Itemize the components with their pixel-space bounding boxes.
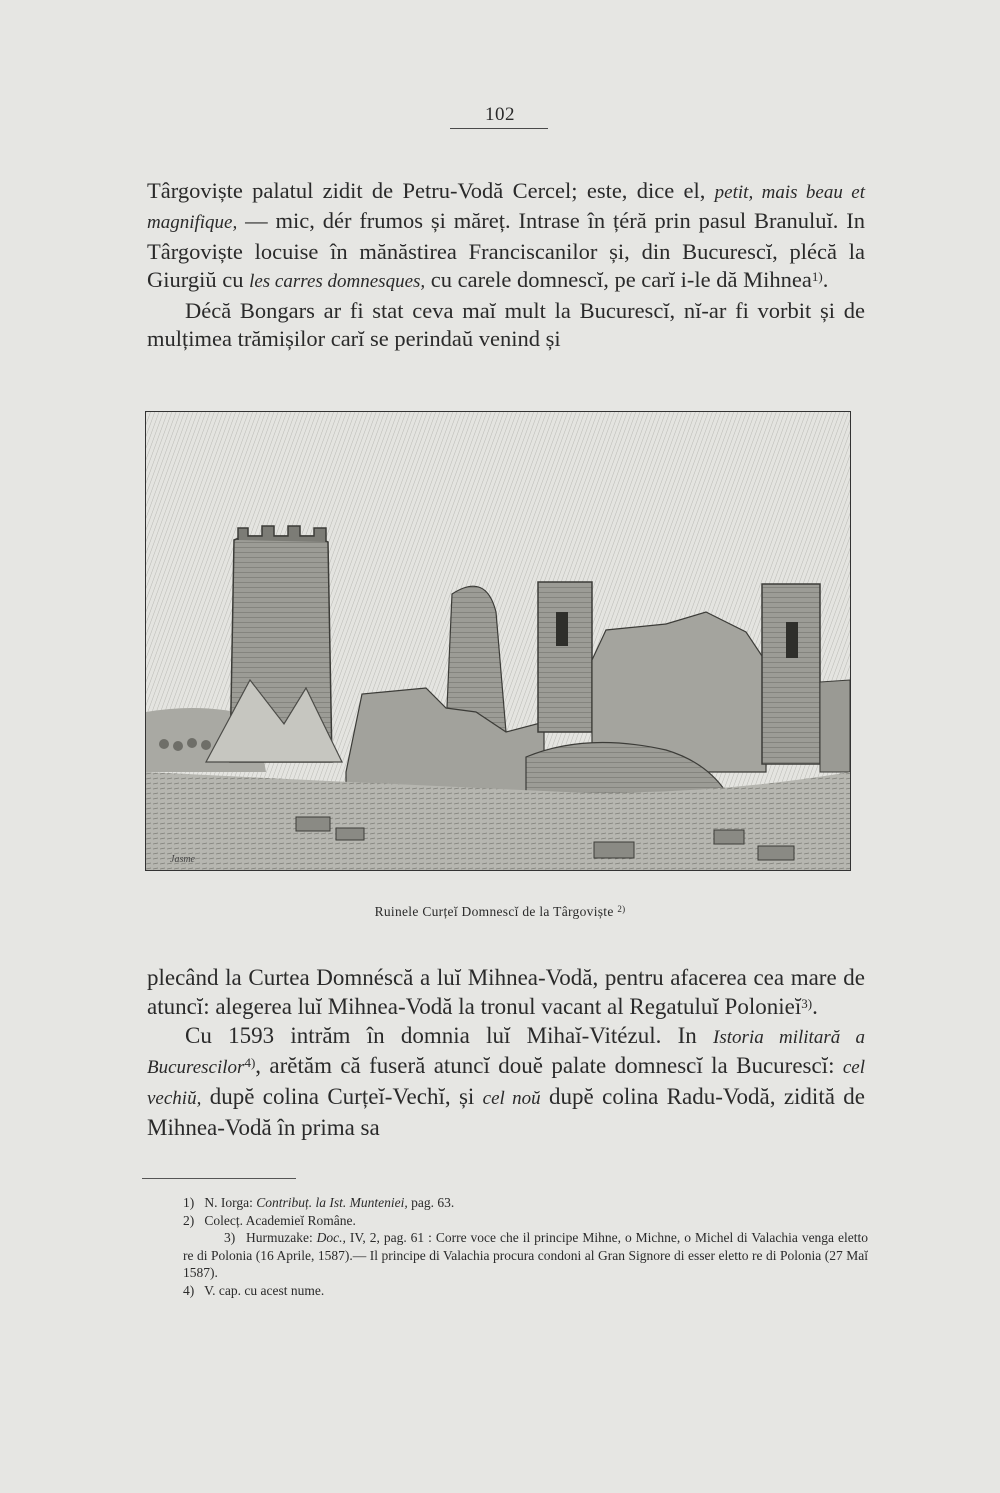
right-wall: [820, 680, 850, 772]
paragraph-4: [147, 1023, 865, 1140]
page-number-rule: [450, 128, 548, 129]
footnote-ref: 4): [244, 1055, 256, 1071]
text-run: .: [812, 993, 818, 1019]
footnotes: [183, 1194, 868, 1300]
footnote-ref: 1): [811, 269, 823, 285]
text-run: V. cap. cu acest nume.: [204, 1282, 325, 1298]
page-number: 102: [485, 104, 515, 125]
paragraph-2: [147, 298, 865, 351]
gate-tower-window: [556, 612, 568, 646]
paragraph-3: [147, 965, 865, 1019]
footnote-1: [183, 1194, 868, 1212]
text-run: — mic, dér frumos și măreț. Intrase în țéră prin pasul Branuluĭ. In Târgoviște locuise în mănăstirea Franciscanilor și, din Bucurescĭ, plécă la Giurgiŭ cu: [147, 208, 865, 293]
footnote-number: 4): [183, 1282, 195, 1298]
text-run: IV, 2, pag. 61 : Corre voce che il principe Mihne, o Michne, o Michel di Valachia venga eletto re di Polonia (16 Aprile, 1587).— Il principe di Valachia procura condoni al Gran Signore di esser eletto re di Polonia (27 Maĭ 1587).: [183, 1230, 869, 1281]
text-run: Décă Bongars ar fi stat ceva maĭ mult la Bucurescĭ, nĭ-ar fi vorbit și de mulțimea trămișilor carĭ se perindaŭ venind și: [147, 297, 865, 352]
italic-run: Contribuț. la Ist. Munteniei,: [256, 1195, 408, 1210]
illustration-signature: Jasme: [170, 854, 195, 865]
text-run: Cu 1593 intrăm în domnia luĭ Mihaĭ-Vitézul. In: [185, 1022, 714, 1048]
gate-tower: [538, 582, 592, 732]
text-run: Hurmuzake:: [245, 1230, 317, 1246]
ruins-illustration: [146, 412, 850, 870]
footnote-number: 3): [224, 1230, 236, 1246]
italic-run: Doc.,: [316, 1230, 346, 1246]
footnote-4: [183, 1282, 868, 1300]
figure-frame: [145, 411, 851, 871]
text-run: Târgoviște palatul zidit de Petru-Vodă Cercel; este, dice el,: [147, 178, 715, 203]
figure-caption: [0, 904, 1000, 920]
caption-text: Ruinele Curțeĭ Domnescĭ de la Târgoviște: [374, 904, 614, 919]
footnote-2: [183, 1212, 868, 1230]
text-run: dupĕ colina Radu-Vodă, zidită de Mihnea-Vodă în prima sa: [147, 1084, 865, 1140]
text-run: Colecț. Academieĭ Române.: [204, 1212, 356, 1228]
footnote-ref: 3): [801, 995, 813, 1011]
paragraph-1: [147, 178, 865, 292]
italic-run: Istoria militară a Bucurescilor: [147, 1026, 865, 1079]
right-tower: [762, 584, 820, 764]
text-run: N. Iorga:: [204, 1195, 257, 1210]
italic-run: cel vechiŭ,: [147, 1057, 865, 1110]
footnote-rule: [142, 1178, 296, 1179]
right-tower-window: [786, 622, 798, 658]
footnote-3: [142, 1229, 868, 1282]
text-run: pag. 63.: [407, 1195, 455, 1210]
footnote-number: 2): [183, 1212, 195, 1228]
body-text-top: [147, 177, 865, 353]
italic-run: petit, mais beau et magnifique,: [147, 182, 865, 234]
body-text-bottom: [147, 964, 865, 1143]
footnote-number: 1): [183, 1195, 195, 1210]
text-run: dupĕ colina Curțeĭ-Vechĭ, și: [201, 1084, 483, 1110]
italic-run: les carres domnesques,: [249, 271, 426, 293]
text-run: .: [822, 267, 829, 293]
text-run: plecând la Curtea Domnéscă a luĭ Mihnea-Vodă, pentru afacerea cea mare de atuncĭ: alegerea luĭ Mihnea-Vodă la tronul vacant al Regatuluĭ Polonieĭ: [147, 965, 865, 1019]
italic-run: cel noŭ: [482, 1088, 541, 1110]
text-run: , arĕtăm că fuseră atuncĭ douĕ palate domnescĭ la Bucurescĭ:: [255, 1053, 843, 1079]
text-run: cu carele domnescĭ, pe carĭ i-le dă Mihnea: [425, 267, 812, 293]
footnote-ref: 2): [617, 904, 626, 914]
